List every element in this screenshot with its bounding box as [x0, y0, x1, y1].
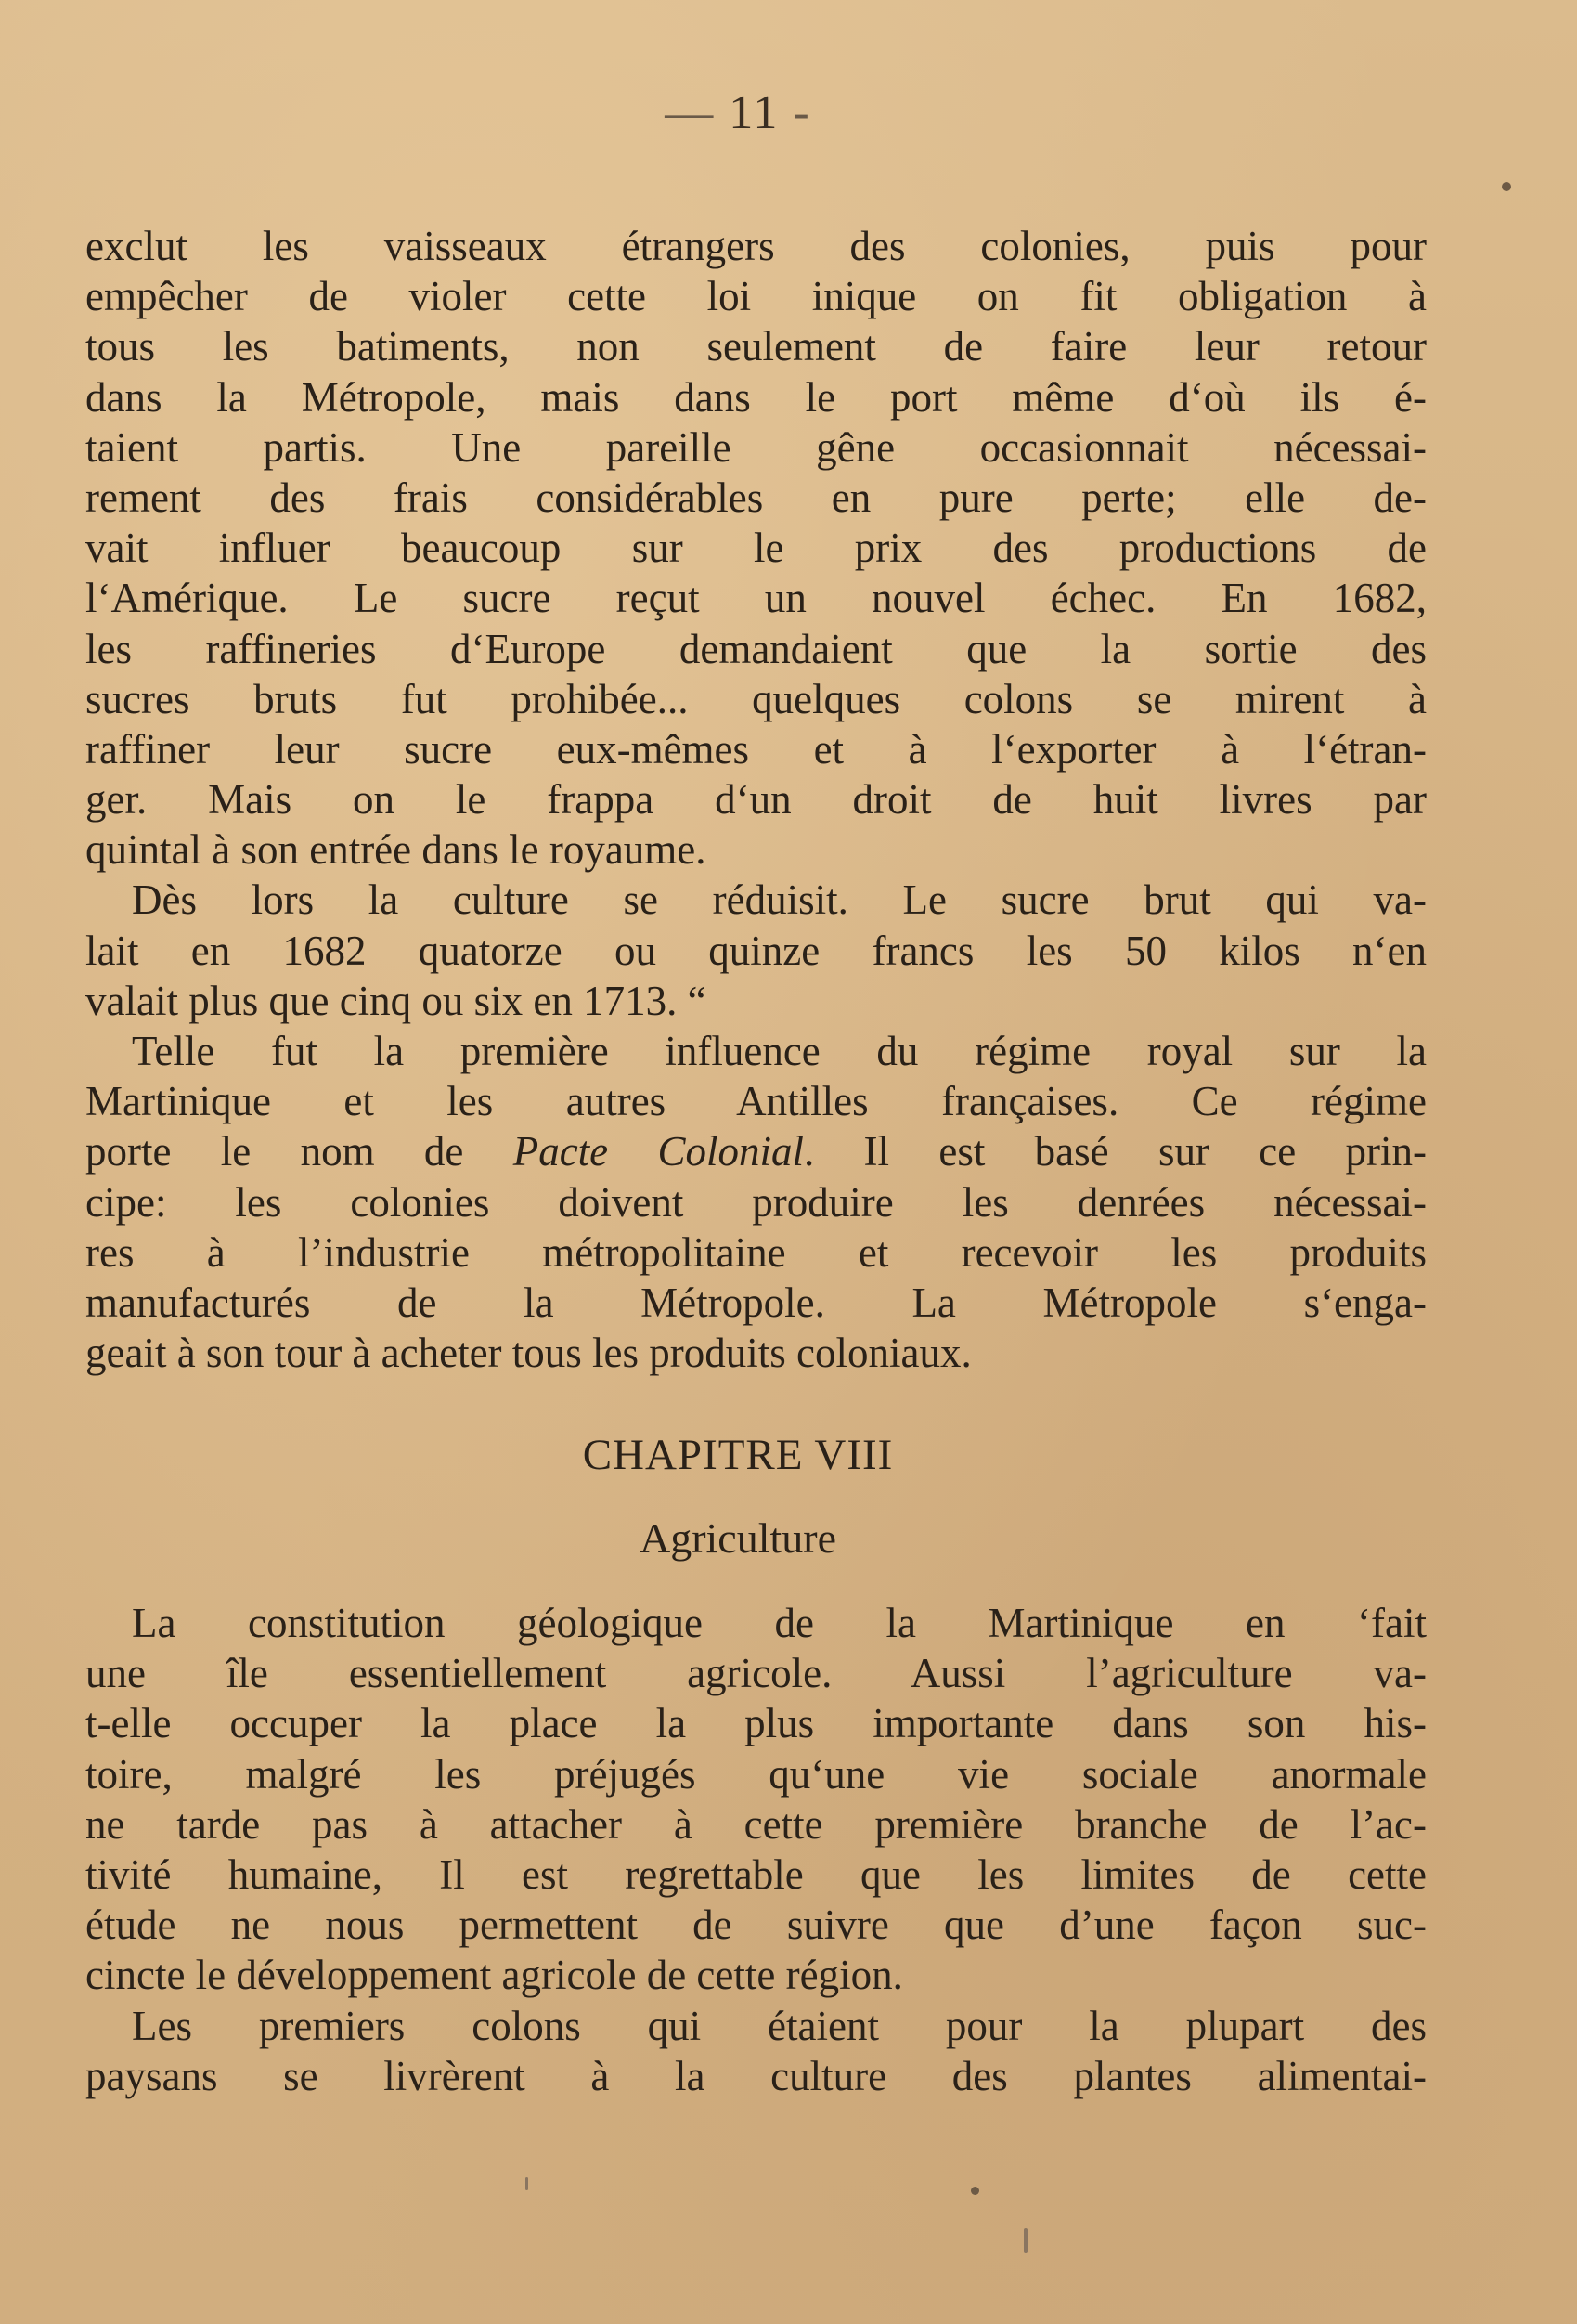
text-line: exclut les vaisseaux étrangers des colonies, puis pour	[85, 223, 1427, 269]
paper-speck	[525, 2177, 528, 2190]
page-number-value: 11	[729, 86, 780, 139]
text-line: rement des frais considérables en pure perte; elle de-	[85, 474, 1427, 521]
text-line: valait plus que cinq ou six en 1713. “	[85, 977, 706, 1024]
text-line: La constitution géologique de la Martinique en ‘fait	[132, 1600, 1427, 1646]
page-number	[0, 85, 1476, 140]
text-line: une île essentiellement agricole. Aussi l’agriculture va-	[85, 1650, 1427, 1697]
paper-speck	[1502, 182, 1511, 191]
text-line: manufacturés de la Métropole. La Métropole s‘enga-	[85, 1279, 1427, 1326]
text-line: taient partis. Une pareille gêne occasionnait nécessai-	[85, 423, 1427, 471]
chapter-title: CHAPITRE VIII	[582, 1431, 894, 1479]
text-line: Dès lors la culture se réduisit. Le sucre brut qui va-	[132, 876, 1427, 924]
text-line: lait en 1682 quatorze ou quinze francs les 50 kilos n‘en	[85, 927, 1427, 974]
text-line: empêcher de violer cette loi inique on fit obligation à	[85, 273, 1427, 320]
text-line: dans la Métropole, mais dans le port même d‘où ils é-	[85, 373, 1427, 421]
section-title: Agriculture	[639, 1514, 837, 1562]
text-line: vait influer beaucoup sur le prix des productions de	[85, 525, 1427, 572]
text-line: geait à son tour à acheter tous les produits coloniaux.	[85, 1330, 972, 1377]
text-line: toire, malgré les préjugés qu‘une vie sociale anormale	[85, 1750, 1427, 1798]
text-line: l‘Amérique. Le sucre reçut un nouvel échec. En 1682,	[85, 575, 1427, 622]
text-line: ger. Mais on le frappa d‘un droit de huit livres par	[85, 776, 1427, 824]
text-line: Les premiers colons qui étaient pour la plupart des	[132, 2002, 1427, 2049]
text-line: ne tarde pas à attacher à cette première branche de l’ac-	[85, 1800, 1427, 1848]
page-number-dash-right: -	[793, 86, 811, 139]
text-line: res à l’industrie métropolitaine et recevoir les produits	[85, 1228, 1427, 1276]
text-line-with-italic	[85, 1126, 1427, 1176]
paper-speck	[1024, 2228, 1028, 2253]
text-line: paysans se livrèrent à la culture des plantes alimentai-	[85, 2052, 1427, 2099]
text-block-before-chapter	[85, 221, 1427, 1378]
text-line: cincte le développement agricole de cette région.	[85, 1952, 903, 1999]
text-line: Telle fut la première influence du régime royal sur la	[132, 1028, 1427, 1074]
text-fragment: porte le nom de	[85, 1128, 464, 1175]
text-line: raffiner leur sucre eux-mêmes et à l‘exporter à l‘étran-	[85, 725, 1427, 773]
text-fragment: . Il est basé sur ce prin-	[803, 1128, 1427, 1175]
page-number-dash-left: —	[665, 86, 716, 139]
text-line: Martinique et les autres Antilles françaises. Ce régime	[85, 1078, 1427, 1125]
italic-term: Pacte Colonial	[512, 1128, 804, 1175]
text-line: t-elle occuper la place la plus importante dans son his-	[85, 1700, 1427, 1747]
text-line: tous les batiments, non seulement de faire leur retour	[85, 323, 1427, 370]
text-line: tivité humaine, Il est regrettable que les limites de cette	[85, 1850, 1427, 1898]
text-block-after-chapter	[85, 1598, 1427, 2101]
paper-speck	[971, 2187, 979, 2195]
text-line: sucres bruts fut prohibée... quelques colons se mirent à	[85, 675, 1427, 722]
text-line: quintal à son entrée dans le royaume.	[85, 826, 706, 874]
text-line: les raffineries d‘Europe demandaient que la sortie des	[85, 625, 1427, 672]
text-line: cipe: les colonies doivent produire les denrées nécessai-	[85, 1178, 1427, 1226]
text-line: étude ne nous permettent de suivre que d’une façon suc-	[85, 1902, 1427, 1949]
